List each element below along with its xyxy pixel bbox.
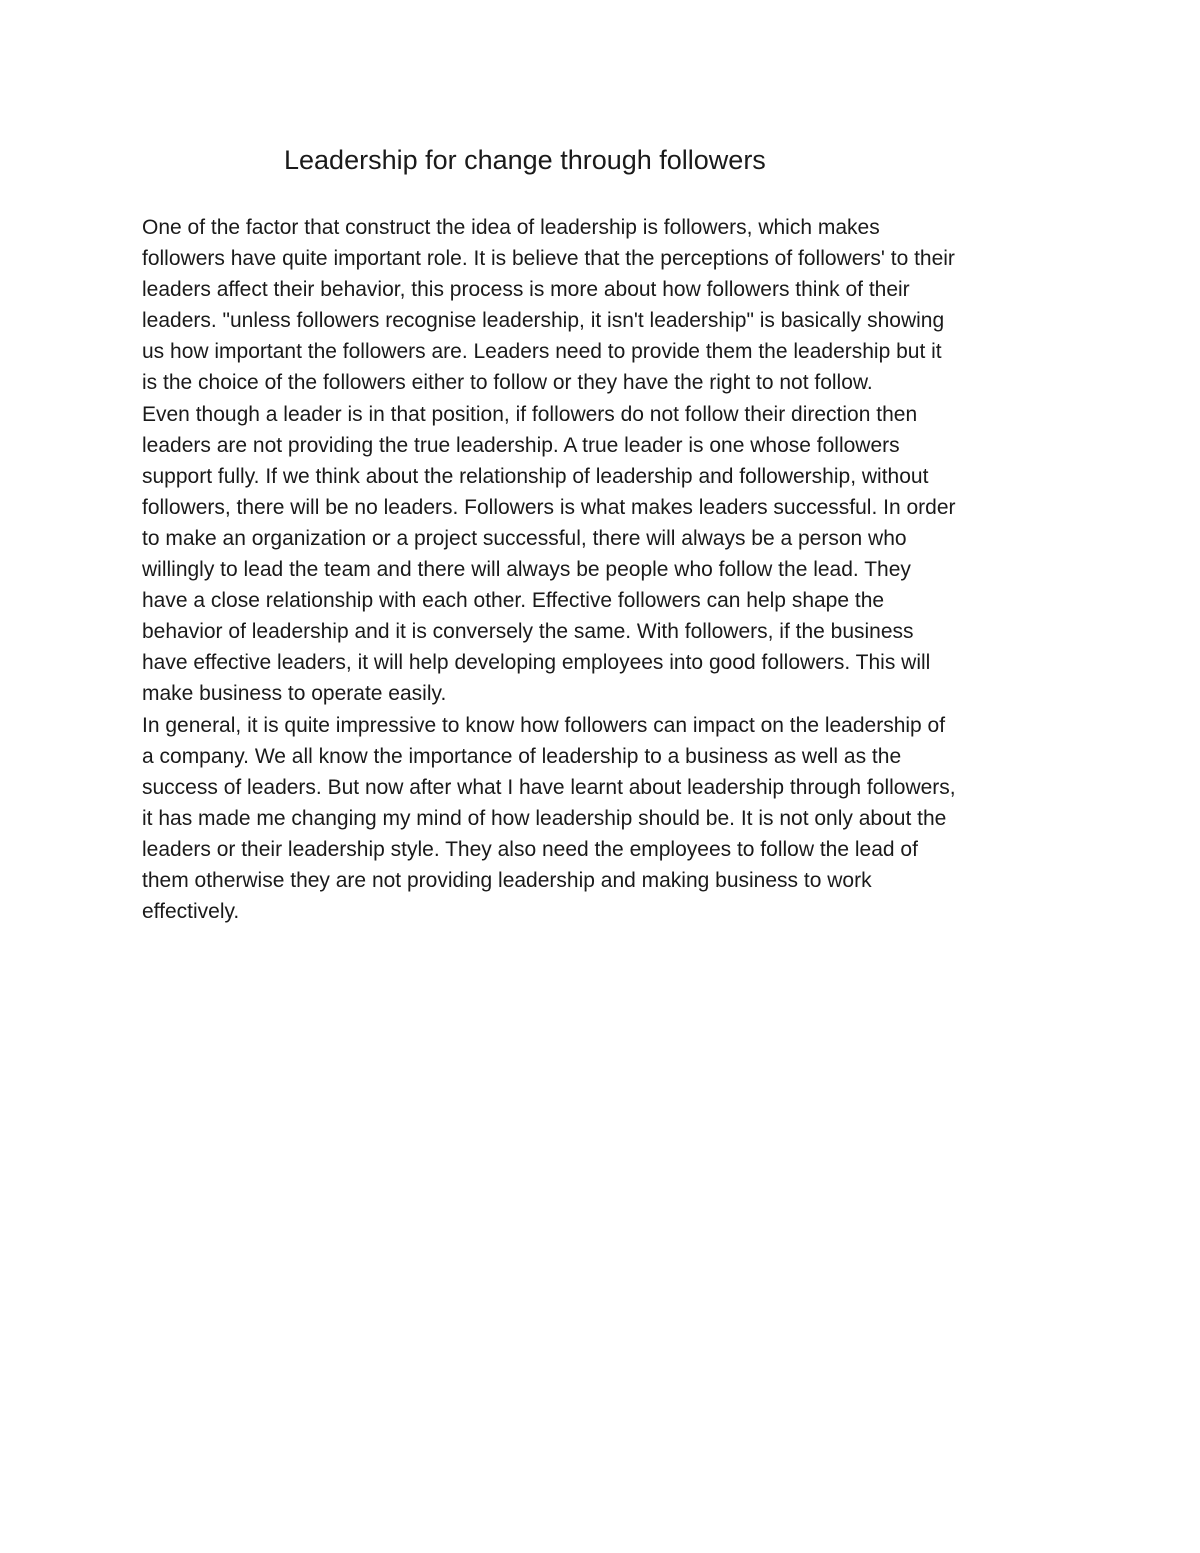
body-line: effectively. [142, 900, 240, 924]
body-line: to make an organization or a project successful, there will always be a person who [142, 526, 907, 550]
body-line: leaders. "unless followers recognise leadership, it isn't leadership" is basically showing [142, 309, 945, 333]
body-line: have a close relationship with each other. Effective followers can help shape the [142, 589, 885, 613]
body-line: In general, it is quite impressive to know how followers can impact on the leadership of [142, 713, 946, 737]
body-line: us how important the followers are. Leaders need to provide them the leadership but it [142, 340, 942, 364]
body-line: behavior of leadership and it is conversely the same. With followers, if the business [142, 620, 914, 644]
body-line: is the choice of the followers either to follow or they have the right to not follow. [142, 371, 873, 395]
body-line: it has made me changing my mind of how leadership should be. It is not only about the [142, 806, 947, 830]
body-line: leaders affect their behavior, this process is more about how followers think of their [142, 278, 910, 302]
body-line: have effective leaders, it will help developing employees into good followers. This will [142, 651, 931, 675]
body-line: them otherwise they are not providing leadership and making business to work [142, 868, 872, 892]
body-line: One of the factor that construct the idea of leadership is followers, which makes [142, 216, 880, 239]
document-title: Leadership for change through followers [284, 145, 766, 175]
body-line: followers, there will be no leaders. Followers is what makes leaders successful. In order [142, 495, 956, 519]
body-line: a company. We all know the importance of leadership to a business as well as the [142, 744, 902, 768]
body-line: leaders or their leadership style. They also need the employees to follow the lead of [142, 837, 918, 861]
body-line: make business to operate easily. [142, 682, 447, 706]
document-body [142, 212, 1072, 927]
body-line: support fully. If we think about the relationship of leadership and followership, without [142, 464, 929, 488]
body-line: Even though a leader is in that position, if followers do not follow their direction then [142, 402, 918, 426]
body-line: followers have quite important role. It is believe that the perceptions of followers' to their [142, 247, 955, 271]
body-line: success of leaders. But now after what I have learnt about leadership through followers, [142, 775, 956, 799]
body-line: willingly to lead the team and there will always be people who follow the lead. They [142, 558, 911, 582]
body-line: leaders are not providing the true leadership. A true leader is one whose followers [142, 433, 900, 457]
